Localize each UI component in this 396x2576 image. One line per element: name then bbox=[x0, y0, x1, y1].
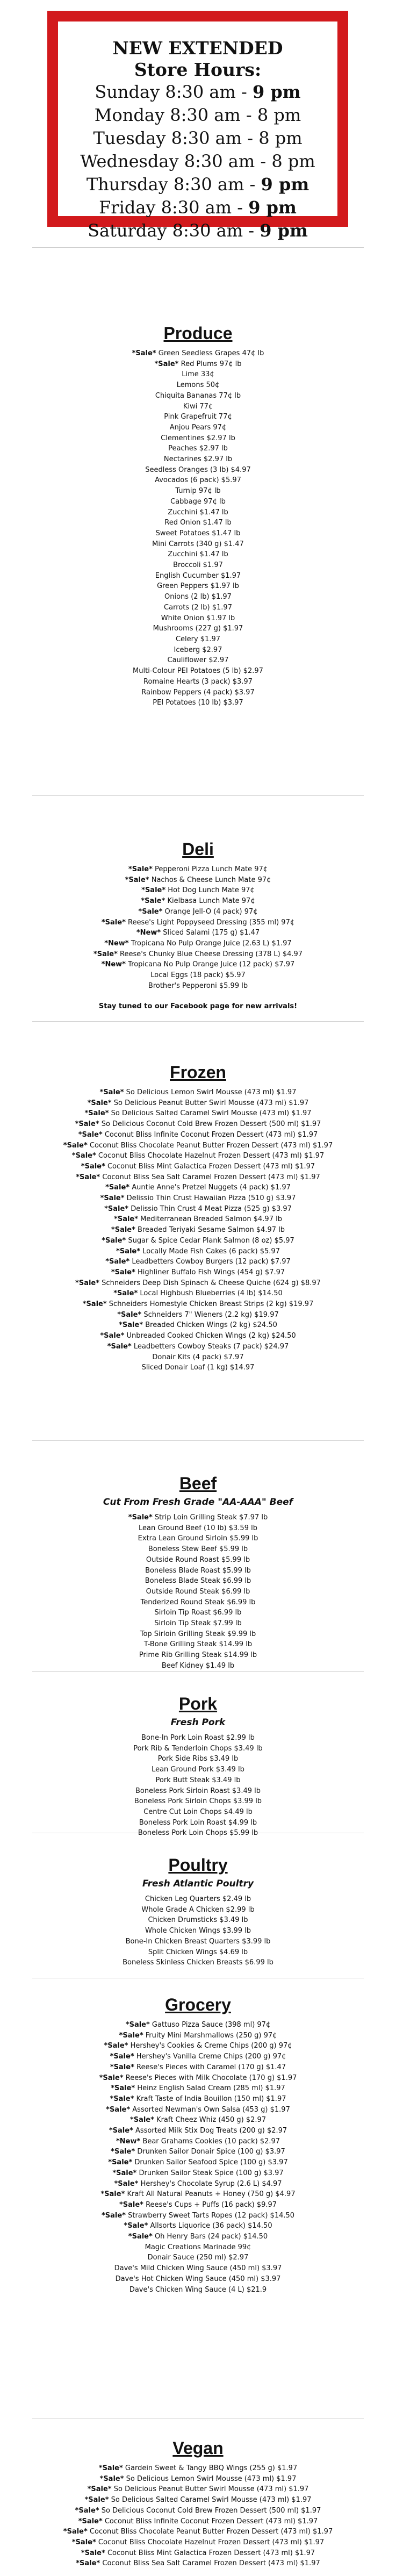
sale-tag: *Sale* bbox=[114, 2179, 139, 2188]
sale-tag: *Sale* bbox=[125, 2021, 150, 2029]
list-item: *Sale* Oh Henry Bars (24 pack) $14.50 bbox=[128, 2233, 268, 2241]
list-item: *Sale* So Delicious Coconut Cold Brew Frozen Dessert (500 ml) $1.97 bbox=[75, 1120, 321, 1129]
list-item: Clementines $2.97 lb bbox=[161, 434, 235, 442]
list-item: *Sale* Gardein Sweet & Tangy BBQ Wings (255 g) $1.97 bbox=[98, 2464, 298, 2472]
sale-tag: *New* bbox=[136, 929, 161, 937]
sale-tag: *Sale* bbox=[82, 1300, 107, 1309]
list-item: *Sale* Highliner Buffalo Fish Wings (454 g) $7.97 bbox=[111, 1268, 285, 1276]
list-item: *New* Sliced Salami (175 g) $1.47 bbox=[136, 929, 260, 937]
list-item: Bone-In Chicken Breast Quarters $3.99 lb bbox=[125, 1937, 271, 1946]
section-title: Poultry bbox=[168, 1855, 228, 1875]
sale-tag: *Sale* bbox=[75, 1279, 100, 1287]
list-item: *Sale* Gattuso Pizza Sauce (398 ml) 97¢ bbox=[125, 2021, 271, 2029]
hours-day-text: Thursday 8:30 am - bbox=[86, 174, 261, 195]
list-item: *New* Bear Grahams Cookies (10 pack) $2.97 bbox=[116, 2137, 280, 2146]
list-item: Pork Side Ribs $3.49 lb bbox=[157, 1755, 239, 1763]
hours-closing-time: 9 pm bbox=[261, 174, 309, 195]
list-item: Broccoli $1.97 bbox=[173, 561, 223, 570]
sale-tag: *Sale* bbox=[128, 865, 153, 873]
list-item: Lemons 50¢ bbox=[176, 381, 220, 390]
list-item: *Sale* Kraft Taste of India Bouillon (150 ml) $1.97 bbox=[110, 2094, 286, 2103]
sale-tag: *Sale* bbox=[128, 2233, 153, 2241]
list-item: Outside Round Steak $6.99 lb bbox=[146, 1587, 250, 1596]
section-divider bbox=[32, 1671, 364, 1672]
section-divider bbox=[32, 1021, 364, 1022]
sale-tag: *Sale* bbox=[87, 1099, 112, 1107]
list-item: Lean Ground Pork $3.49 lb bbox=[152, 1766, 244, 1774]
sale-tag: *Sale* bbox=[81, 1162, 105, 1171]
list-item: Donair Sauce (250 ml) $2.97 bbox=[147, 2254, 249, 2262]
sale-tag: *Sale* bbox=[110, 2063, 134, 2071]
list-item: Magic Creations Marinade 99¢ bbox=[145, 2243, 251, 2251]
hours-day-line bbox=[58, 196, 337, 219]
list-item: *Sale* Reese's Pieces with Milk Chocolate (170 g) $1.97 bbox=[99, 2073, 297, 2082]
store-hours-panel bbox=[58, 21, 337, 241]
hours-day-line bbox=[58, 219, 337, 242]
sale-tag: *Sale* bbox=[110, 2094, 134, 2103]
list-item: *Sale* Coconut Bliss Chocolate Hazelnut Frozen Dessert (473 ml) $1.97 bbox=[71, 2538, 325, 2546]
list-item: Cabbage 97¢ lb bbox=[170, 497, 226, 506]
list-item: Mushrooms (227 g) $1.97 bbox=[153, 625, 243, 633]
list-item: Multi-Colour PEI Potatoes (5 lb) $2.97 bbox=[133, 667, 263, 676]
list-item: *Sale* Coconut Bliss Chocolate Peanut Butter Frozen Dessert (473 ml) $1.97 bbox=[63, 1141, 333, 1150]
list-item: *Sale* Pepperoni Pizza Lunch Mate 97¢ bbox=[128, 865, 268, 873]
list-item: *Sale* Hershey's Vanilla Creme Chips (200 g) 97¢ bbox=[110, 2053, 286, 2061]
list-item: *Sale* Drunken Sailor Seafood Spice (100 g) $3.97 bbox=[108, 2158, 288, 2167]
section-subtitle: Cut From Fresh Grade "AA-AAA" Beef bbox=[103, 1497, 293, 1508]
section-note: Stay tuned to our Facebook page for new arrivals! bbox=[98, 1002, 298, 1011]
hours-closing-time: 9 pm bbox=[248, 197, 297, 218]
sale-tag: *Sale* bbox=[84, 1109, 109, 1118]
list-item: Chicken Drumsticks $3.49 lb bbox=[148, 1916, 248, 1925]
sale-tag: *Sale* bbox=[101, 2211, 126, 2220]
section-frozen bbox=[0, 1061, 396, 1373]
item-list bbox=[0, 864, 396, 991]
sale-tag: *Sale* bbox=[111, 2084, 135, 2093]
list-item: Split Chicken Wings $4.69 lb bbox=[148, 1948, 248, 1956]
list-item: *Sale* So Delicious Coconut Cold Brew Frozen Dessert (500 ml) $1.97 bbox=[75, 2506, 321, 2515]
list-item: Sirloin Tip Steak $7.99 lb bbox=[154, 1619, 242, 1628]
section-title: Pork bbox=[178, 1694, 218, 1713]
list-item: Mini Carrots (340 g) $1.47 bbox=[152, 540, 244, 548]
list-item: Peaches $2.97 lb bbox=[168, 444, 228, 453]
sale-tag: *Sale* bbox=[132, 349, 156, 357]
sale-tag: *Sale* bbox=[109, 2127, 133, 2135]
list-item: *Sale* Unbreaded Cooked Chicken Wings (2 kg) $24.50 bbox=[100, 1332, 296, 1340]
list-item: Green Peppers $1.97 lb bbox=[157, 582, 239, 591]
list-item: Romaine Hearts (3 pack) $3.97 bbox=[143, 677, 253, 686]
list-item: Lime 33¢ bbox=[182, 370, 214, 379]
list-item: Kiwi 77¢ bbox=[183, 402, 213, 411]
sale-tag: *Sale* bbox=[100, 2190, 125, 2199]
sale-tag: *Sale* bbox=[75, 2506, 99, 2515]
list-item: Boneless Blade Roast $5.99 lb bbox=[145, 1566, 251, 1575]
section-title: Deli bbox=[182, 839, 214, 859]
list-item: Cauliflower $2.97 bbox=[167, 656, 229, 665]
list-item: *Sale* So Delicious Lemon Swirl Mousse (473 ml) $1.97 bbox=[99, 1088, 297, 1096]
sale-tag: *Sale* bbox=[102, 1236, 126, 1245]
hours-closing-time: 9 pm bbox=[252, 82, 301, 102]
list-item: *Sale* Strawberry Sweet Tarts Ropes (12 pack) $14.50 bbox=[101, 2211, 295, 2220]
list-item: *Sale* Locally Made Fish Cakes (6 pack) $5.97 bbox=[116, 1247, 280, 1255]
list-item: Sirloin Tip Roast $6.99 lb bbox=[154, 1609, 242, 1617]
list-item: Tenderized Round Steak $6.99 lb bbox=[140, 1598, 256, 1606]
list-item: Boneless Pork Sirloin Roast $3.49 lb bbox=[135, 1786, 261, 1795]
list-item: Dave's Chicken Wing Sauce (4 L) $21.9 bbox=[129, 2285, 267, 2294]
sale-tag: *Sale* bbox=[78, 2517, 103, 2525]
section-subtitle: Fresh Pork bbox=[170, 1717, 226, 1728]
list-item: *Sale* So Delicious Salted Caramel Swirl Mousse (473 ml) $1.97 bbox=[84, 1109, 312, 1118]
list-item: *Sale* Heinz English Salad Cream (285 ml) $1.97 bbox=[111, 2084, 285, 2093]
list-item: Sliced Donair Loaf (1 kg) $14.97 bbox=[141, 1364, 255, 1372]
list-item: Rainbow Peppers (4 pack) $3.97 bbox=[141, 688, 255, 697]
hours-day-text: Sunday 8:30 am - bbox=[95, 82, 253, 102]
list-item: *Sale* Delissio Thin Crust 4 Meat Pizza (525 g) $3.97 bbox=[104, 1204, 292, 1213]
list-item: *Sale* So Delicious Salted Caramel Swirl Mousse (473 ml) $1.97 bbox=[84, 2496, 312, 2505]
sale-tag: *Sale* bbox=[81, 2549, 105, 2557]
list-item: *Sale* Sugar & Spice Cedar Plank Salmon (8 oz) $5.97 bbox=[102, 1236, 294, 1245]
list-item: Chicken Leg Quarters $2.49 lb bbox=[145, 1895, 251, 1903]
list-item: *Sale* Hot Dog Lunch Mate 97¢ bbox=[141, 886, 255, 895]
list-item: Lean Ground Beef (10 lb) $3.59 lb bbox=[139, 1524, 257, 1532]
list-item: *Sale* Red Plums 97¢ lb bbox=[154, 360, 242, 368]
hours-day-text: Saturday 8:30 am - bbox=[88, 220, 260, 241]
list-item: Bone-In Pork Loin Roast $2.99 lb bbox=[141, 1734, 255, 1742]
sale-tag: *Sale* bbox=[63, 1141, 88, 1150]
hours-day-text: Tuesday 8:30 am - 8 pm bbox=[93, 128, 303, 148]
list-item: White Onion $1.97 lb bbox=[161, 614, 235, 622]
list-item: Boneless Pork Loin Roast $4.99 lb bbox=[139, 1818, 257, 1827]
section-title: Produce bbox=[163, 324, 233, 343]
sale-tag: *Sale* bbox=[119, 2200, 143, 2209]
list-item: *Sale* Nachos & Cheese Lunch Mate 97¢ bbox=[125, 876, 271, 884]
list-item: *New* Tropicana No Pulp Orange Juice (12 pack) $7.97 bbox=[101, 960, 295, 969]
sale-tag: *Sale* bbox=[141, 886, 166, 895]
sale-tag: *Sale* bbox=[111, 1268, 135, 1276]
list-item: *Sale* Breaded Teriyaki Sesame Salmon $4.97 lb bbox=[111, 1226, 285, 1235]
sale-tag: *Sale* bbox=[100, 1332, 125, 1340]
list-item: *Sale* Coconut Bliss Chocolate Peanut Butter Frozen Dessert (473 ml) $1.97 bbox=[63, 2528, 333, 2536]
sale-tag: *Sale* bbox=[154, 360, 179, 368]
sale-tag: *Sale* bbox=[111, 2148, 135, 2156]
sale-tag: *Sale* bbox=[138, 907, 163, 916]
list-item: *Sale* Local Highbush Blueberries (4 lb) $14.50 bbox=[113, 1289, 283, 1298]
item-list bbox=[0, 348, 396, 708]
list-item: Dave's Mild Chicken Wing Sauce (450 ml) $3.97 bbox=[114, 2264, 282, 2273]
sale-tag: *Sale* bbox=[114, 1215, 139, 1224]
list-item: *Sale* Drunken Sailor Steak Spice (100 g) $3.97 bbox=[112, 2169, 284, 2177]
list-item: *Sale* So Delicious Lemon Swirl Mousse (473 ml) $1.97 bbox=[99, 2474, 297, 2483]
section-title: Frozen bbox=[170, 1063, 226, 1082]
section-deli bbox=[0, 838, 396, 1011]
sale-tag: *Sale* bbox=[76, 1173, 100, 1181]
sale-tag: *Sale* bbox=[129, 2116, 154, 2125]
list-item: Top Sirloin Grilling Steak $9.99 lb bbox=[140, 1630, 256, 1638]
sale-tag: *Sale* bbox=[63, 2528, 88, 2536]
list-item: *Sale* Drunken Sailor Donair Spice (100 g) $3.97 bbox=[111, 2148, 285, 2156]
list-item: *Sale* Coconut Bliss Sea Salt Caramel Frozen Dessert (473 ml) $1.97 bbox=[76, 1173, 320, 1181]
sale-tag: *Sale* bbox=[71, 1152, 96, 1160]
list-item: Zucchini $1.47 lb bbox=[168, 550, 228, 559]
sale-tag: *Sale* bbox=[98, 2464, 123, 2472]
list-item: Boneless Stew Beef $5.99 lb bbox=[148, 1545, 248, 1554]
list-item: *Sale* Coconut Bliss Sea Salt Caramel Frozen Dessert (473 ml) $1.97 bbox=[76, 2559, 320, 2568]
list-item: Chiquita Bananas 77¢ lb bbox=[155, 391, 241, 400]
list-item: *Sale* Allsorts Liquorice (36 pack) $14.50 bbox=[124, 2222, 272, 2230]
list-item: *Sale* Auntie Anne's Pretzel Nuggets (4 pack) $1.97 bbox=[105, 1183, 291, 1192]
sale-tag: *Sale* bbox=[76, 2559, 100, 2568]
sale-tag: *Sale* bbox=[128, 1513, 153, 1522]
list-item: *Sale* Kielbasa Lunch Mate 97¢ bbox=[141, 897, 255, 906]
list-item: Boneless Blade Steak $6.99 lb bbox=[145, 1577, 251, 1585]
sale-tag: *Sale* bbox=[106, 2105, 131, 2114]
list-item: *Sale* Coconut Bliss Infinite Coconut Frozen Dessert (473 ml) $1.97 bbox=[78, 2517, 318, 2525]
list-item: Local Eggs (18 pack) $5.97 bbox=[150, 971, 246, 980]
list-item: *Sale* Reese's Light Poppyseed Dressing (355 ml) 97¢ bbox=[101, 918, 295, 927]
list-item: *Sale* So Delicious Peanut Butter Swirl Mousse (473 ml) $1.97 bbox=[87, 1099, 309, 1107]
sale-tag: *Sale* bbox=[112, 2169, 137, 2177]
hours-title-line1: NEW EXTENDED bbox=[112, 38, 283, 59]
list-item: Pork Rib & Tenderloin Chops $3.49 lb bbox=[133, 1744, 263, 1753]
hours-day-list bbox=[58, 81, 337, 242]
item-list bbox=[0, 1733, 396, 1839]
list-item: Zucchini $1.47 lb bbox=[168, 508, 228, 516]
sale-tag: *New* bbox=[101, 960, 126, 969]
hours-day-line bbox=[58, 150, 337, 173]
list-item: *Sale* Coconut Bliss Chocolate Hazelnut Frozen Dessert (473 ml) $1.97 bbox=[71, 1152, 325, 1160]
list-item: *Sale* Reese's Chunky Blue Cheese Dressing (378 L) $4.97 bbox=[93, 950, 303, 958]
list-item: *Sale* Reese's Cups + Puffs (16 pack) $9.97 bbox=[119, 2200, 277, 2209]
hours-day-text: Monday 8:30 am - 8 pm bbox=[94, 105, 301, 125]
sale-tag: *Sale* bbox=[116, 1247, 141, 1255]
list-item: Whole Chicken Wings $3.99 lb bbox=[145, 1927, 251, 1935]
list-item: *Sale* Coconut Bliss Mint Galactica Frozen Dessert (473 ml) $1.97 bbox=[81, 2549, 315, 2557]
section-beef bbox=[0, 1473, 396, 1671]
hours-title-line2: Store Hours: bbox=[134, 59, 262, 80]
list-item: *Sale* Mediterranean Breaded Salmon $4.97 lb bbox=[114, 1215, 282, 1224]
sale-tag: *Sale* bbox=[104, 1204, 129, 1213]
list-item: *Sale* Leadbetters Cowboy Steaks (7 pack) $24.97 bbox=[107, 1342, 289, 1351]
hours-day-text: Wednesday 8:30 am - 8 pm bbox=[80, 151, 315, 171]
section-produce bbox=[0, 322, 396, 708]
sale-tag: *Sale* bbox=[75, 1120, 99, 1129]
list-item: *Sale* Reese's Pieces with Caramel (170 g) $1.47 bbox=[110, 2063, 286, 2071]
list-item: Carrots (2 lb) $1.97 bbox=[164, 603, 232, 612]
list-item: Centre Cut Loin Chops $4.49 lb bbox=[143, 1807, 253, 1816]
sale-tag: *Sale* bbox=[117, 1310, 142, 1319]
sale-tag: *Sale* bbox=[99, 2073, 124, 2082]
sale-tag: *Sale* bbox=[124, 2222, 148, 2230]
store-hours-box bbox=[47, 11, 348, 241]
list-item: *Sale* Hershey's Chocolate Syrup (2.6 L) $4.97 bbox=[114, 2179, 282, 2188]
hours-day-text: Friday 8:30 am - bbox=[99, 197, 249, 218]
hours-day-line bbox=[58, 173, 337, 196]
section-divider bbox=[32, 1440, 364, 1441]
sale-tag: *Sale* bbox=[99, 2474, 124, 2483]
list-item: *Sale* Green Seedless Grapes 47¢ lb bbox=[132, 349, 264, 357]
section-title: Grocery bbox=[165, 1995, 231, 2014]
list-item: *Sale* Schneiders Deep Dish Spinach & Cheese Quiche (624 g) $8.97 bbox=[75, 1279, 321, 1287]
sale-tag: *Sale* bbox=[108, 2158, 133, 2167]
list-item: *Sale* Assorted Milk Stix Dog Treats (200 g) $2.97 bbox=[109, 2127, 287, 2135]
sale-tag: *Sale* bbox=[84, 2496, 109, 2505]
list-item: Sweet Potatoes $1.47 lb bbox=[155, 529, 241, 537]
list-item: *Sale* Orange Jell-O (4 pack) 97¢ bbox=[138, 907, 258, 916]
list-item: *Sale* Assorted Newman's Own Salsa (453 g) $1.97 bbox=[106, 2105, 290, 2114]
sale-tag: *Sale* bbox=[100, 1194, 125, 1203]
section-title: Beef bbox=[179, 1474, 217, 1493]
sale-tag: *Sale* bbox=[113, 1289, 138, 1298]
sale-tag: *Sale* bbox=[104, 2042, 128, 2050]
sale-tag: *Sale* bbox=[105, 1183, 130, 1192]
sale-tag: *Sale* bbox=[141, 897, 165, 906]
sale-tag: *Sale* bbox=[99, 1088, 124, 1096]
item-list bbox=[0, 1894, 396, 1968]
list-item: Nectarines $2.97 lb bbox=[163, 455, 233, 464]
list-item: Boneless Pork Loin Chops $5.99 lb bbox=[138, 1829, 258, 1838]
list-item: *Sale* Coconut Bliss Mint Galactica Frozen Dessert (473 ml) $1.97 bbox=[81, 1162, 315, 1171]
section-divider bbox=[32, 247, 364, 248]
list-item: Pink Grapefruit 77¢ bbox=[164, 413, 232, 421]
item-list bbox=[0, 1087, 396, 1373]
section-subtitle: Fresh Atlantic Poultry bbox=[142, 1878, 254, 1889]
item-list bbox=[0, 2463, 396, 2569]
sale-tag: *Sale* bbox=[111, 1226, 135, 1235]
section-divider bbox=[32, 795, 364, 796]
list-item: Seedless Oranges (3 lb) $4.97 bbox=[145, 465, 251, 474]
list-item: Iceberg $2.97 bbox=[174, 645, 222, 654]
list-item: *Sale* Delissio Thin Crust Hawaiian Pizza (510 g) $3.97 bbox=[100, 1194, 296, 1203]
sale-tag: *Sale* bbox=[105, 1258, 130, 1266]
list-item: *Sale* So Delicious Peanut Butter Swirl Mousse (473 ml) $1.97 bbox=[87, 2485, 309, 2494]
list-item: Extra Lean Ground Sirloin $5.99 lb bbox=[138, 1534, 258, 1543]
item-list bbox=[0, 2020, 396, 2295]
list-item: *Sale* Hershey's Cookies & Creme Chips (200 g) 97¢ bbox=[104, 2042, 292, 2050]
list-item: Beef Kidney $1.49 lb bbox=[161, 1661, 235, 1670]
list-item: Celery $1.97 bbox=[175, 635, 221, 643]
list-item: PEI Potatoes (10 lb) $3.97 bbox=[153, 699, 243, 707]
list-item: Pork Butt Steak $3.49 lb bbox=[155, 1776, 241, 1784]
list-item: English Cucumber $1.97 bbox=[155, 571, 241, 580]
hours-day-line bbox=[58, 81, 337, 104]
hours-day-line bbox=[58, 104, 337, 127]
list-item: *Sale* Leadbetters Cowboy Burgers (12 pack) $7.97 bbox=[105, 1258, 291, 1266]
hours-closing-time: 9 pm bbox=[260, 220, 308, 241]
sale-tag: *Sale* bbox=[125, 876, 149, 884]
list-item: *New* Tropicana No Pulp Orange Juice (2.63 L) $1.97 bbox=[104, 939, 292, 948]
list-item: *Sale* Strip Loin Grilling Steak $7.97 lb bbox=[128, 1513, 268, 1522]
sale-tag: *Sale* bbox=[107, 1342, 132, 1351]
list-item: Turnip 97¢ lb bbox=[175, 487, 221, 496]
list-item: T-Bone Grilling Steak $14.99 lb bbox=[143, 1640, 253, 1649]
section-vegan bbox=[0, 2437, 396, 2569]
list-item: *Sale* Fruity Mini Marshmallows (250 g) 97¢ bbox=[119, 2031, 277, 2040]
sale-tag: *Sale* bbox=[93, 950, 118, 958]
list-item: *Sale* Schneiders Homestyle Chicken Breast Strips (2 kg) $19.97 bbox=[82, 1300, 314, 1309]
list-item: *Sale* Coconut Bliss Infinite Coconut Frozen Dessert (473 ml) $1.97 bbox=[78, 1130, 318, 1139]
sale-tag: *Sale* bbox=[119, 2031, 143, 2040]
sale-tag: *Sale* bbox=[101, 918, 126, 927]
section-grocery bbox=[0, 1994, 396, 2295]
hours-day-line bbox=[58, 127, 337, 150]
list-item: *Sale* Schneiders 7" Wieners (2.2 kg) $19.97 bbox=[117, 1310, 279, 1319]
list-item: *Sale* Kraft All Natural Peanuts + Honey (750 g) $4.97 bbox=[100, 2190, 296, 2199]
sale-tag: *Sale* bbox=[71, 2538, 96, 2546]
list-item: Onions (2 lb) $1.97 bbox=[164, 593, 232, 601]
sale-tag: *New* bbox=[104, 939, 129, 948]
section-title: Vegan bbox=[172, 2438, 224, 2458]
list-item: Donair Kits (4 pack) $7.97 bbox=[152, 1353, 244, 1361]
list-item: Whole Grade A Chicken $2.99 lb bbox=[141, 1905, 255, 1914]
list-item: Avocados (6 pack) $5.97 bbox=[155, 476, 241, 485]
sale-tag: *Sale* bbox=[78, 1130, 103, 1139]
sale-tag: *New* bbox=[116, 2137, 141, 2146]
list-item: Outside Round Roast $5.99 lb bbox=[146, 1555, 250, 1564]
list-item: Boneless Skinless Chicken Breasts $6.99 lb bbox=[123, 1958, 273, 1967]
item-list bbox=[0, 1512, 396, 1671]
list-item: *Sale* Breaded Chicken Wings (2 kg) $24.50 bbox=[119, 1321, 277, 1330]
list-item: Prime Rib Grilling Steak $14.99 lb bbox=[139, 1651, 257, 1660]
sale-tag: *Sale* bbox=[110, 2053, 134, 2061]
section-pork bbox=[0, 1693, 396, 1839]
section-poultry bbox=[0, 1854, 396, 1968]
sale-tag: *Sale* bbox=[87, 2485, 112, 2494]
list-item: Dave's Hot Chicken Wing Sauce (450 ml) $3.97 bbox=[115, 2274, 281, 2283]
list-item: Brother's Pepperoni $5.99 lb bbox=[148, 981, 248, 990]
list-item: Boneless Pork Sirloin Chops $3.99 lb bbox=[134, 1797, 262, 1806]
list-item: Anjou Pears 97¢ bbox=[169, 423, 227, 432]
list-item: Red Onion $1.47 lb bbox=[164, 519, 232, 527]
list-item: *Sale* Kraft Cheez Whiz (450 g) $2.97 bbox=[129, 2116, 267, 2125]
sale-tag: *Sale* bbox=[119, 1321, 143, 1330]
